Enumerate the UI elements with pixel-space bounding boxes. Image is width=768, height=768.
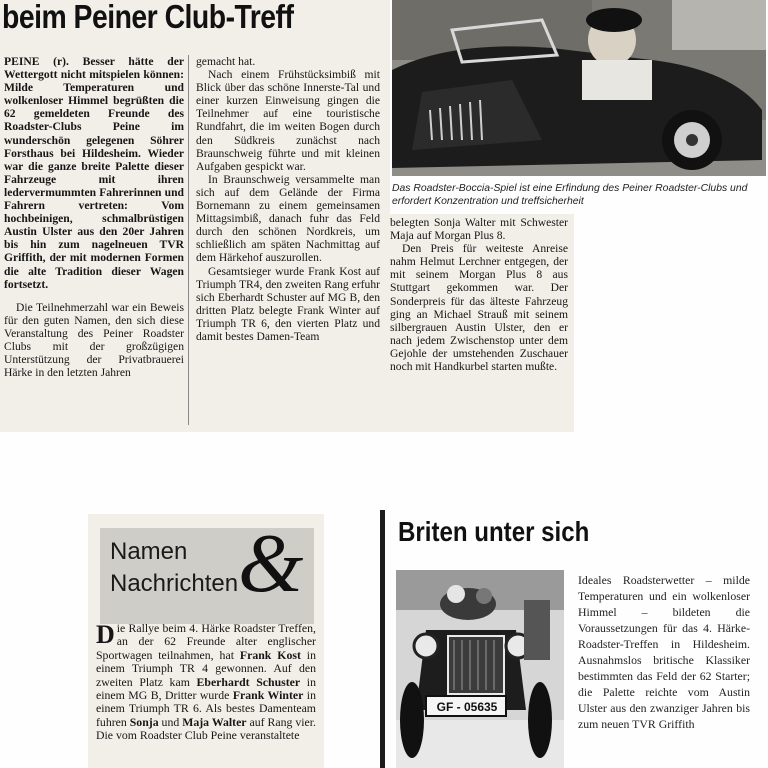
article-paragraph: gemacht hat. <box>196 55 256 68</box>
briten-left-rule <box>380 510 385 768</box>
article-paragraph: belegten Sonja Walter mit Schwester Maja auf Morgan Plus 8. <box>390 216 568 243</box>
article-paragraph: Die Teilnehmerzahl war ein Beweis für den guten Namen, den sich diese Veranstaltung des Peiner Roadster Clubs mit der großzügigen Unterstützung der Privatbrauerei Härke in den letzten Jahren <box>4 300 184 380</box>
article-paragraph: Gesamtsieger wurde Frank Kost auf Triumph TR4, den zweiten Rang erfuhr sich Eberhardt Schuster auf MG B, den dritten Platz belegte Frank Winter auf Triumph TR 6, den vierten Platz und damit bestes Damen-Team <box>196 264 380 343</box>
roadster-illustration <box>392 0 766 176</box>
body-text-segment: ie Rallye beim 4. Härke Roadster Treffen, an der 62 Freunde alter englischer Sportwagen teilnahmen, hat <box>96 621 316 662</box>
article-column-2 <box>196 55 380 343</box>
dropcap: D <box>96 620 115 649</box>
highlighted-name: Frank Kost <box>239 647 301 662</box>
namen-nachrichten-clipping <box>88 514 324 768</box>
body-text-segment: in einem MG B, Dritter wurde <box>96 674 316 703</box>
license-plate: GF - 05635 <box>436 700 498 714</box>
highlighted-name: Eberhardt Schuster <box>196 674 301 689</box>
body-text-segment: auf Rang vier. Die vom Roadster Club Peine veranstaltete <box>96 714 317 743</box>
article-paragraph: Nach einem Frühstücksimbiß mit Blick über das schöne Innerste-Tal und einer kurzen Einweisung gingen die Teilnehmer auf eine touristische Rundfahrt, die im weiten Bogen durch den Südkreis zunächst nach Braunschweig führte und mit kleinen Aufgaben gespickt war. <box>196 68 380 173</box>
article-column-1 <box>4 55 184 379</box>
article-paragraph: In Braunschweig versammelte man sich auf dem Gelände der Firma Bornemann zu einem gemeinsamen Mittagsimbiß, danach fuhr das Feld durch den schönen Nordkreis, um schließlich am späten Nachmittag auf dem Härkehof auszurollen. <box>196 172 380 265</box>
namen-body-text <box>96 621 316 742</box>
column-divider <box>188 55 189 425</box>
roadster-photo <box>392 0 766 176</box>
namen-title-line1: Namen <box>110 538 188 565</box>
article-paragraph: Den Preis für weiteste Anreise nahm Helmut Lerchner entgegen, der mit seinem Morgan Plus 8 aus Stuttgart gekommen war. Der Sonderpreis für das älteste Fahrzeug ging an Michael Strauß mit seinem silbergrauen Austin Ulster, den er nach jedem Zwischenstop unter dem Gejohle der umstehenden Zuschauer noch mit Handkurbel starten mußte. <box>390 242 568 374</box>
lead-paragraph: PEINE (r). Besser hätte der Wettergott nicht mitspielen können: Milde Temperaturen und wolkenloser Himmel begrüßten die 62 gemeldeten Freunde des Roadster-Clubs Peine im wunderschön gelegenen Söhrer Forsthaus bei Hildesheim. Wieder war die ganze breite Palette dieser Fahrzeuge mit ihren ledervermummten Fahrerinnen und Fahrern vertreten: Vom hochbeinigen, schmalbrüstigen Austin Ulster aus den 20er Jahren bis hin zum nagelneuen TVR Griffith, der mit modernen Formen die alte Tradition dieser Wagen fortsetzt. <box>4 55 184 291</box>
ampersand-ornament: & <box>238 517 304 610</box>
body-text-segment: in einem Triumph TR 6. Als bestes Damenteam fuhren <box>96 688 316 729</box>
briten-body: Ideales Roadsterwetter – milde Temperaturen und ein wolkenloser Himmel – bildeten die Voraussetzungen für das 4. Härke-Roadster-Treffen in Hildesheim. Ausnahmslos britische Klassiker bestimmten das Feld der 62 Starter; die Palette reichte vom Austin Ulster aus den zwanziger Jahren bis zum neuen TVR Griffith <box>578 573 750 731</box>
photo-caption: Das Roadster-Boccia-Spiel ist eine Erfindung des Peiner Roadster-Clubs und erfordert Konzentration und treffsicherheit <box>392 183 748 207</box>
highlighted-name: Frank Winter <box>232 688 304 703</box>
namen-body <box>96 622 316 743</box>
body-text-segment: in einem Triumph TR 4 gewonnen. Auf den zweiten Platz kam <box>96 647 316 689</box>
vintage-car-photo <box>396 570 564 768</box>
body-text-segment: und <box>158 714 183 729</box>
headline-text: beim Peiner Club-Treff <box>2 0 294 35</box>
namen-title-line2: Nachrichten <box>110 570 239 597</box>
highlighted-name: Maja Walter <box>182 714 247 729</box>
vintage-car-illustration <box>396 570 564 768</box>
top-headline <box>2 0 293 36</box>
highlighted-name: Sonja <box>129 714 159 729</box>
briten-headline: Briten unter sich <box>398 516 590 547</box>
article-column-3 <box>390 216 568 373</box>
